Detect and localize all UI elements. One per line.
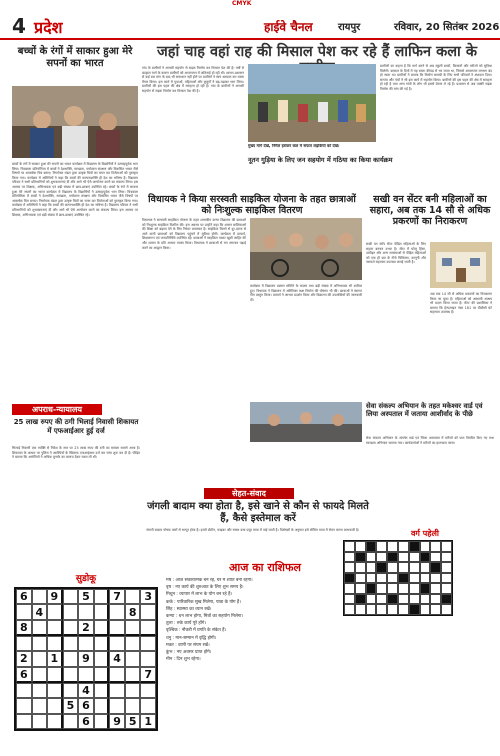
sudoku-cell[interactable] [78,636,94,651]
sudoku-label: सुडोकू [14,574,158,585]
sudoku-cell[interactable]: 3 [140,589,156,604]
rashifal-label: आज का राशिफल [190,561,340,574]
sudoku-cell[interactable] [47,620,63,636]
sudoku-cell[interactable]: 8 [16,620,32,636]
rashifal-line: धनु : मान-सम्मान में वृद्धि होगी। [166,635,217,641]
rashifal-line: कुंभ : नए अवसर प्राप्त होंगे। [166,650,212,656]
sudoku-cell[interactable]: 4 [78,683,94,698]
lead-caption: मुख्य मार्ग देखें, निर्मल हराकर कल में सफल लड़कियों को देखें। [248,144,340,148]
rashifal-line: तुला : रुके कार्य पूरे होंगे। [166,621,207,627]
section-title: प्रदेश [34,18,63,37]
sudoku-cell[interactable]: 9 [47,589,63,604]
sudoku-cell[interactable] [125,667,141,683]
sudoku-cell[interactable]: 6 [78,698,94,713]
lead-body: गांव के ग्रामीणों ने आपसी सहयोग से सड़क निर्माण कर मिसाल पेश की है। वर्षों से बदहाल मार्ग के कारण ग्रामीणों को आवागमन में कठिनाई हो रही थी। शासन-प्रशासन से कई बार मांग के बाद भी समाधान नहीं होने पर ग्रामीणों ने स्वयं श्रमदान कर रास्ता तैयार किया। इस कार्य में युवाओं, महिलाओं और बुजुर्गों ने बढ़-चढ़कर भाग लिया। ग्रामीणों की इस पहल की क्षेत्र में सराहना हो रही है। गांव के ग्रामीणों ने आपसी सहयोग से सड़क निर्माण कर मिसाल पेश की है। [142,66,244,93]
sudoku-cell[interactable] [78,604,94,619]
sudoku-cell[interactable] [32,636,48,651]
rashifal-line: कर्क : पारिवारिक सुख मिलेगा, यात्रा के योग हैं। [166,599,241,605]
sudoku-cell[interactable] [140,636,156,651]
rashifal-line: मिथुन : व्यापार में लाभ के योग बन रहे हैं। [166,592,233,598]
sudoku-cell[interactable] [94,589,110,604]
awareness-headline: सेवा संकल्प अभियान के तहत मकेश्वर वार्ड एवं लिया अस्पताल में जताया आशीर्वाद के पीछे [366,402,483,419]
sudoku-cell[interactable] [125,651,141,666]
sudoku-cell[interactable] [125,698,141,713]
sudoku-cell[interactable] [63,620,79,636]
paper-name: हाईवे चैनल [264,20,313,34]
sudoku-cell[interactable]: 6 [16,667,32,683]
sudoku-cell[interactable] [94,651,110,666]
sudoku-cell[interactable] [32,620,48,636]
sudoku-cell[interactable] [94,698,110,713]
city-name: रायपुर [338,22,361,33]
sudoku-cell[interactable] [32,714,48,729]
sudoku-cell[interactable] [47,636,63,651]
sudoku-cell[interactable]: 9 [78,651,94,666]
sudoku-cell[interactable] [94,667,110,683]
headline-children-colors: बच्चों के रंगों में साकार हुआ मेरे सपनों का भारत [17,46,133,69]
sudoku-cell[interactable] [32,698,48,713]
rashifal-line: मेष : आज सकारात्मक बने रहें, घर में शांति बनी रहेगी। [166,578,253,583]
sudoku-cell[interactable]: 7 [140,667,156,683]
page-number: 4 [12,14,26,38]
sudoku-cell[interactable] [125,683,141,698]
sudoku-cell[interactable] [63,589,79,604]
sudoku-grid[interactable] [14,587,158,731]
sudoku-cell[interactable] [16,604,32,619]
crossword-grid[interactable] [343,540,453,616]
sudoku-cell[interactable] [94,714,110,729]
sudoku-cell[interactable] [32,651,48,666]
sudoku-cell[interactable] [109,698,125,713]
sudoku-cell[interactable] [94,636,110,651]
sakhi-body-2: अब तक 14 सौ से अधिक प्रकरणों का निराकरण किया जा चुका है। महिलाओं को अस्थायी आश्रय भी प्रदान किया जाता है। सेंटर की प्रशासिका ने बताया कि हेल्पलाइन नंबर 181 पर चौबीसों घंटे सहायता उपलब्ध है। [430,292,492,315]
rashifal-line: कन्या : धन लाभ होगा, मित्रों का सहयोग मिलेगा। [166,614,244,620]
sudoku-cell[interactable] [109,667,125,683]
sudoku-cell[interactable]: 6 [78,714,94,729]
sudoku-cell[interactable]: 9 [109,714,125,729]
sudoku-cell[interactable] [47,604,63,619]
sudoku-cell[interactable] [63,604,79,619]
sudoku-cell[interactable] [94,620,110,636]
sakhi-headline: सखी वन सेंटर बनी महिलाओं का सहारा, अब तक 14 सौ से अधिक प्रकरणों का निराकरण [369,194,491,227]
sudoku-cell[interactable] [94,683,110,698]
sudoku-cell[interactable]: 2 [16,651,32,666]
rashifal-line: वृष : नए कार्य की शुरुआत के लिए शुभ समय है। [166,585,244,591]
sudoku-cell[interactable]: 5 [125,714,141,729]
sudoku-cell[interactable]: 1 [47,651,63,666]
awareness-body: सेवा संकल्प अभियान के अंतर्गत वार्ड एवं जिला अस्पताल में मरीजों को फल वितरित किए गए तथा स्वच्छता अभियान चलाया गया। कार्यकर्ताओं ने मरीजों का हालचाल जाना। [366,436,494,445]
page-header [0,12,500,40]
health-label: सेहत-संवाद [204,488,294,499]
sudoku-cell[interactable] [16,683,32,698]
rashifal-line: मकर : वाणी पर संयम रखें। [166,642,210,648]
sudoku-cell[interactable] [63,667,79,683]
sudoku-cell[interactable] [16,714,32,729]
sudoku-cell[interactable] [63,714,79,729]
rashifal-line: मीन : दिन शुभ रहेगा। [166,657,201,663]
photo-sakhi-center [430,242,492,288]
top-bar [0,0,500,8]
health-body: जंगली बादाम पोषक तत्वों से भरपूर होता है। इसमें प्रोटीन, फाइबर और स्वस्थ वसा प्रचुर मात्रा में पाई जाती है। विशेषज्ञों के अनुसार इसे सीमित मात्रा में सेवन करना लाभकारी है। [146,528,360,532]
sudoku-cell[interactable] [47,698,63,713]
sudoku-cell[interactable]: 6 [16,589,32,604]
sudoku-cell[interactable] [140,620,156,636]
photo-villagers-road [248,64,376,142]
sudoku-cell[interactable] [16,636,32,651]
sudoku-cell[interactable] [109,683,125,698]
rashifal-list [166,578,338,738]
sudoku-cell[interactable] [63,651,79,666]
sudoku-cell[interactable] [47,683,63,698]
scooter-body-2: कार्यक्रम में विद्यालय प्रबंधन समिति के सदस्य तथा बड़ी संख्या में अभिभावक भी शामिल हुए। विधायक ने विद्यालय में अतिरिक्त कक्ष निर्माण की घोषणा भी की। छात्राओं ने स्वागत गीत प्रस्तुत किया। प्राचार्य ने आभार प्रदर्शन किया और विद्यालय की उपलब्धियों की जानकारी दी। [250,284,362,302]
photo-hospital-event [250,402,362,442]
sudoku-cell[interactable] [47,714,63,729]
rashifal-line: सिंह : स्वास्थ्य का ध्यान रखें। [166,606,212,612]
scooter-headline: विधायक ने किया सरस्वती साइकिल योजना के तहत छात्राओं को निःशुल्क साइकिल वितरण [148,194,356,216]
brand-mark: CMYK [232,0,252,7]
sudoku-cell[interactable] [16,698,32,713]
sudoku-cell[interactable] [140,604,156,619]
sudoku-cell[interactable] [94,604,110,619]
sudoku-cell[interactable]: 7 [109,589,125,604]
sudoku-cell[interactable] [32,667,48,683]
sudoku-cell[interactable]: 4 [32,604,48,619]
sudoku-cell[interactable] [63,636,79,651]
issue-date: रविवार, 20 सितंबर 2026 [394,22,500,33]
sudoku-cell[interactable]: 1 [140,714,156,729]
photo-children-drawing [12,86,138,158]
sudoku-cell[interactable]: 5 [63,698,79,713]
lead-headline: जहां चाह वहां राह की मिसाल पेश कर रहे हैं लाफिन कला के [157,44,477,60]
sudoku-cell[interactable] [140,683,156,698]
sudoku-cell[interactable] [109,636,125,651]
sudoku-cell[interactable] [47,667,63,683]
sudoku-cell[interactable] [63,683,79,698]
sudoku-cell[interactable] [125,636,141,651]
scooter-body: विधायक ने सरस्वती साइकिल योजना के तहत शासकीय कन्या विद्यालय की छात्राओं को निःशुल्क साइकिल वितरित की। इस अवसर पर उन्होंने कहा कि शासन बालिकाओं की शिक्षा को बढ़ावा देने के लिए निरंतर प्रयासरत है। साइकिल मिलने से दूर-दराज से आने वाली छात्राओं को विद्यालय पहुंचने में सुविधा होगी। कार्यक्रम में प्राचार्य, शिक्षकगण एवं जनप्रतिनिधि उपस्थित रहे। छात्राओं ने साइकिल पाकर खुशी जाहिर की और शासन के प्रति आभार व्यक्त किया। विधायक ने छात्राओं से मन लगाकर पढ़ाई करने का आह्वान किया। [142,218,246,250]
crime-headline: 25 लाख रुपए की ठगी भिलाई निवासी शिकायत में एफआईआर हुई दर्ज [13,418,139,435]
article-body-left: बच्चों के रंगों में साकार हुआ मेरे सपनों का भारत कार्यक्रम में विद्यालय के विद्यार्थियों ने उत्साहपूर्वक भाग लिया। चित्रकला प्रतियोगिता में बच्चों ने देशभक्ति, स्वच्छता, पर्यावरण संरक्षण और विकसित भारत जैसे विषयों पर आकर्षक चित्र बनाए। निर्णायक मंडल द्वारा उत्कृष्ट चित्रों का चयन कर विजेताओं को पुरस्कृत किया गया। कार्यक्रम में अतिथियों ने कहा कि बच्चों की कल्पनाशक्ति ही देश का भविष्य है। विद्यालय परिवार ने सभी प्रतिभागियों को शुभकामनाएं दीं और आगे भी ऐसे आयोजन करने का संकल्प लिया। इस अवसर पर शिक्षक, अभिभावक एवं बड़ी संख्या में छात्र-छात्राएं उपस्थित रहे। बच्चों के रंगों में साकार हुआ मेरे सपनों का भारत कार्यक्रम में विद्यालय के विद्यार्थियों ने उत्साहपूर्वक भाग लिया। चित्रकला प्रतियोगिता में बच्चों ने देशभक्ति, स्वच्छता, पर्यावरण संरक्षण और विकसित भारत जैसे विषयों पर आकर्षक चित्र बनाए। निर्णायक मंडल द्वारा उत्कृष्ट चित्रों का चयन कर विजेताओं को पुरस्कृत किया गया। कार्यक्रम में अतिथियों ने कहा कि बच्चों की कल्पनाशक्ति ही देश का भविष्य है। विद्यालय परिवार ने सभी प्रतिभागियों को शुभकामनाएं दीं और आगे भी ऐसे आयोजन करने का संकल्प लिया। इस अवसर पर शिक्षक, अभिभावक एवं बड़ी संख्या में छात्र-छात्राएं उपस्थित रहे। [12,162,138,217]
sudoku-cell[interactable] [32,589,48,604]
sudoku-cell[interactable]: 5 [78,589,94,604]
lead-body-right: ग्रामीणों का कहना है कि मार्ग बनने से अब स्कूली बच्चों, किसानों और मरीजों को सुविधा मिलेगी। बरसात के दिनों में यह रास्ता कीचड़ से भर जाता था, जिससे आवागमन लगभग बंद हो जाता था। ग्रामीणों ने बताया कि निर्माण सामग्री के लिए सभी परिवारों ने अंशदान दिया। सरपंच और पंचों ने भी इस कार्य में सहयोग किया। ग्रामीणों की इस पहल की क्षेत्र में सराहना हो रही है तथा अन्य गांवों के लोग भी इससे प्रेरणा ले रहे हैं। प्रशासन से अब पक्की सड़क निर्माण की मांग की गई है। [380,64,492,91]
scrap-headline: नूतन गुड़िया के लिए जन सहयोग में गठिया का किया कार्यक्रम [248,156,393,164]
sudoku-cell[interactable] [125,589,141,604]
sudoku-cell[interactable] [140,698,156,713]
sudoku-cell[interactable] [32,683,48,698]
sudoku-cell[interactable]: 4 [109,651,125,666]
sudoku-cell[interactable]: 2 [78,620,94,636]
sudoku-cell[interactable] [140,651,156,666]
sudoku-cell[interactable] [109,604,125,619]
photo-bicycle-distribution [250,218,362,280]
sudoku-cell[interactable]: 8 [125,604,141,619]
crossword-label: वर्ग पहेली [400,528,450,539]
sakhi-body: सखी वन स्टॉप सेंटर पीड़ित महिलाओं के लिए सहारा बनकर उभरा है। सेंटर में घरेलू हिंसा, उत्पीड़न और अन्य समस्याओं से पीड़ित महिलाओं को एक ही छत के नीचे चिकित्सा, कानूनी और परामर्श सहायता उपलब्ध कराई जाती है। [366,242,426,265]
sudoku-cell[interactable] [125,620,141,636]
crime-label: अपराध-न्यायालय [12,404,102,415]
rashifal-line: वृश्चिक : नौकरी में प्रगति के संकेत हैं। [166,628,227,634]
sudoku-cell[interactable] [109,620,125,636]
sudoku-cell[interactable] [78,667,94,683]
crime-body: भिलाई निवासी एक व्यक्ति से निवेश के नाम पर 25 लाख रुपए की ठगी का मामला सामने आया है। शिकायत के आधार पर पुलिस ने आरोपियों के खिलाफ एफआईआर दर्ज कर जांच शुरू कर दी है। पीड़ित ने बताया कि आरोपियों ने अधिक मुनाफे का लालच देकर रकम ली थी। [12,446,140,460]
health-headline: जंगली बादाम क्या होता है, इसे खाने से कौन से फायदे मिलते हैं, कैसे इस्तेमाल करें [147,501,369,524]
